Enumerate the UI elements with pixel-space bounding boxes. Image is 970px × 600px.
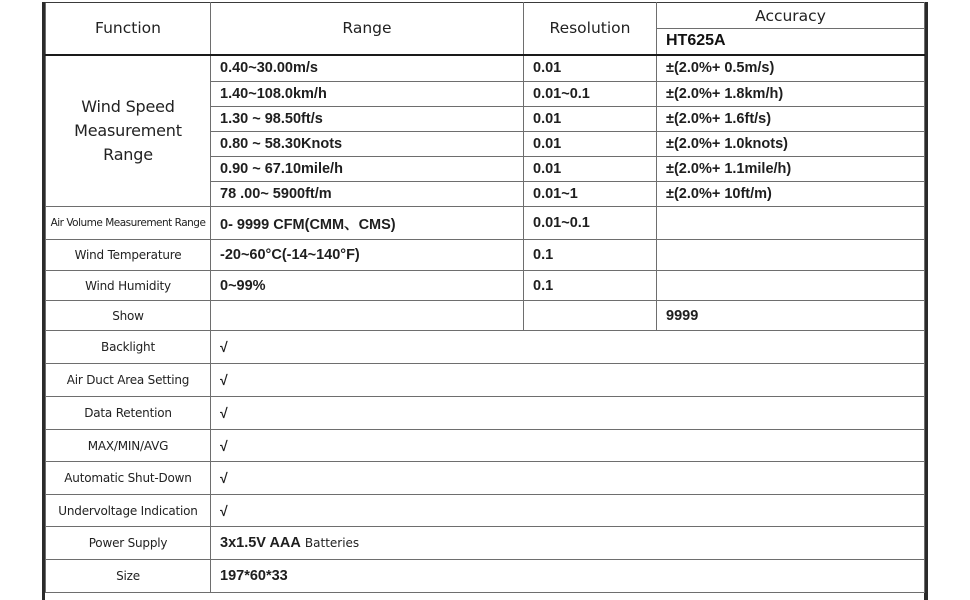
range-cell: 1.30 ~ 98.50ft/s	[211, 107, 524, 132]
table-row	[46, 364, 925, 397]
spec-sheet	[42, 2, 928, 600]
resolution-cell: 0.1	[524, 271, 657, 301]
header-function: Function	[46, 3, 211, 55]
accuracy-cell	[657, 240, 925, 271]
size-label: Size	[46, 560, 211, 593]
backlight-label: Backlight	[46, 331, 211, 364]
power-supply-label: Power Supply	[46, 527, 211, 560]
table-row	[46, 240, 925, 271]
show-label: Show	[46, 301, 211, 331]
resolution-cell: 0.01	[524, 55, 657, 82]
power-supply-suffix: Batteries	[304, 536, 360, 550]
table-row	[46, 207, 925, 240]
accuracy-cell: 9999	[657, 301, 925, 331]
specification-table	[45, 2, 925, 593]
accuracy-cell: ±(2.0%+ 1.1mile/h)	[657, 157, 925, 182]
table-row	[46, 430, 925, 462]
check-mark: √	[211, 331, 925, 364]
check-mark: √	[211, 462, 925, 495]
accuracy-cell: ±(2.0%+ 1.8km/h)	[657, 82, 925, 107]
undervoltage-label: Undervoltage Indication	[46, 495, 211, 527]
check-mark: √	[211, 397, 925, 430]
wind-humidity-label: Wind Humidity	[46, 271, 211, 301]
wind-speed-label: Wind Speed Measurement Range	[46, 55, 211, 207]
resolution-cell: 0.01	[524, 132, 657, 157]
header-resolution: Resolution	[524, 3, 657, 55]
accuracy-cell: ±(2.0%+ 1.0knots)	[657, 132, 925, 157]
range-cell: 0.40~30.00m/s	[211, 55, 524, 82]
table-row	[46, 271, 925, 301]
resolution-cell: 0.01	[524, 157, 657, 182]
resolution-cell: 0.01	[524, 107, 657, 132]
check-mark: √	[211, 430, 925, 462]
resolution-cell: 0.01~0.1	[524, 82, 657, 107]
accuracy-cell: ±(2.0%+ 10ft/m)	[657, 182, 925, 207]
table-row	[46, 527, 925, 560]
table-row	[46, 55, 925, 82]
range-cell: 78 .00~ 5900ft/m	[211, 182, 524, 207]
range-cell: 0~99%	[211, 271, 524, 301]
wind-temperature-label: Wind Temperature	[46, 240, 211, 271]
power-supply-value	[211, 527, 925, 560]
range-cell: 0.80 ~ 58.30Knots	[211, 132, 524, 157]
range-cell: 0.90 ~ 67.10mile/h	[211, 157, 524, 182]
resolution-cell	[524, 301, 657, 331]
auto-shutdown-label: Automatic Shut-Down	[46, 462, 211, 495]
check-mark: √	[211, 495, 925, 527]
accuracy-cell: ±(2.0%+ 1.6ft/s)	[657, 107, 925, 132]
range-cell: 1.40~108.0km/h	[211, 82, 524, 107]
air-volume-label: Air Volume Measurement Range	[46, 207, 211, 240]
power-supply-main: 3x1.5V AAA	[220, 535, 301, 551]
max-min-avg-label: MAX/MIN/AVG	[46, 430, 211, 462]
table-row	[46, 397, 925, 430]
data-retention-label: Data Retention	[46, 397, 211, 430]
resolution-cell: 0.1	[524, 240, 657, 271]
table-row	[46, 560, 925, 593]
header-accuracy: Accuracy	[657, 3, 925, 29]
table-row	[46, 301, 925, 331]
header-range: Range	[211, 3, 524, 55]
range-cell	[211, 301, 524, 331]
table-row	[46, 462, 925, 495]
accuracy-cell	[657, 271, 925, 301]
accuracy-cell: ±(2.0%+ 0.5m/s)	[657, 55, 925, 82]
accuracy-cell	[657, 207, 925, 240]
range-cell: 0- 9999 CFM(CMM、CMS)	[211, 207, 524, 240]
range-cell: -20~60°C(-14~140°F)	[211, 240, 524, 271]
air-duct-area-label: Air Duct Area Setting	[46, 364, 211, 397]
resolution-cell: 0.01~0.1	[524, 207, 657, 240]
table-row	[46, 495, 925, 527]
header-model: HT625A	[657, 29, 925, 55]
table-row	[46, 331, 925, 364]
resolution-cell: 0.01~1	[524, 182, 657, 207]
check-mark: √	[211, 364, 925, 397]
size-value: 197*60*33	[211, 560, 925, 593]
